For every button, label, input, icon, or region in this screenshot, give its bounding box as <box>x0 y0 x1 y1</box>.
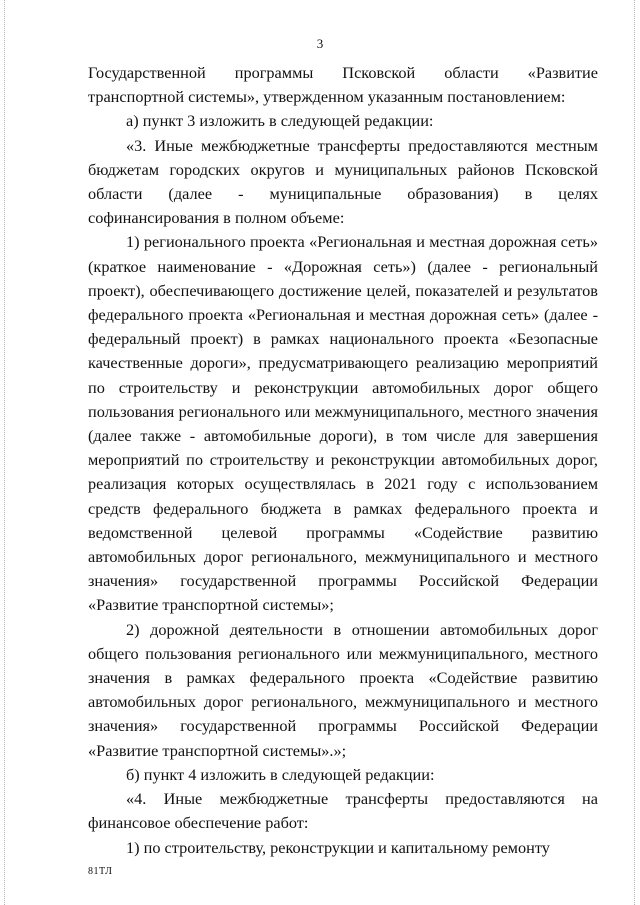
document-body <box>88 61 598 860</box>
paragraph-clause-4: «4. Иные межбюджетные трансферты предоставляются на финансовое обеспечение работ: <box>88 789 598 833</box>
paragraph-clause-4-subitem-1: 1) по строительству, реконструкции и капитальному ремонту <box>126 837 550 857</box>
paragraph-item-b: б) пункт 4 изложить в следующей редакции: <box>126 764 435 784</box>
page-number: 3 <box>316 36 324 51</box>
paragraph-item-a: а) пункт 3 изложить в следующей редакции: <box>126 111 434 131</box>
footer-document-code: 81ТЛ <box>88 866 113 877</box>
scan-left-edge <box>4 0 6 905</box>
paragraph-clause-3: «3. Иные межбюджетные трансферты предоставляются местным бюджетам городских округов и муниципальных районов Псковской области (далее - муниципальные образования) в целях софинансирования в полном объеме: <box>88 135 598 228</box>
scan-right-edge <box>634 0 636 905</box>
paragraph-clause-3-subitem-2: 2) дорожной деятельности в отношении автомобильных дорог общего пользования регионального или межмуниципального, местного значения в рамках федерального проекта «Содействие развитию автомобильных дорог регионального, межмуниципального и местного значения» государственной программы Российской Федерации «Развитие транспортной системы».»; <box>88 619 598 760</box>
paragraph-program-reference: Государственной программы Псковской области «Развитие транспортной системы», утвержденном указанным постановлением: <box>88 63 598 107</box>
paragraph-clause-3-subitem-1: 1) регионального проекта «Региональная и местная дорожная сеть» (краткое наименование - «Дорожная сеть») (далее - региональный проект), обеспечивающего достижение целей, показателей и результатов федерального проекта «Региональная и местная дорожная сеть» (далее - федеральный проект) в рамках национального проекта «Безопасные качественные дороги», предусматривающего реализацию мероприятий по строительству и реконструкции автомобильных дорог общего пользования регионального или межмуниципального, местного значения (далее также - автомобильные дороги), в том числе для завершения мероприятий по строительству и реконструкции автомобильных дорог, реализация которых осуществлялась в 2021 году с использованием средств федерального бюджета в рамках федерального проекта и ведомственной целевой программы «Содействие развитию автомобильных дорог регионального, межмуниципального и местного значения» государственной программы Российской Федерации «Развитие транспортной системы»; <box>88 232 598 615</box>
